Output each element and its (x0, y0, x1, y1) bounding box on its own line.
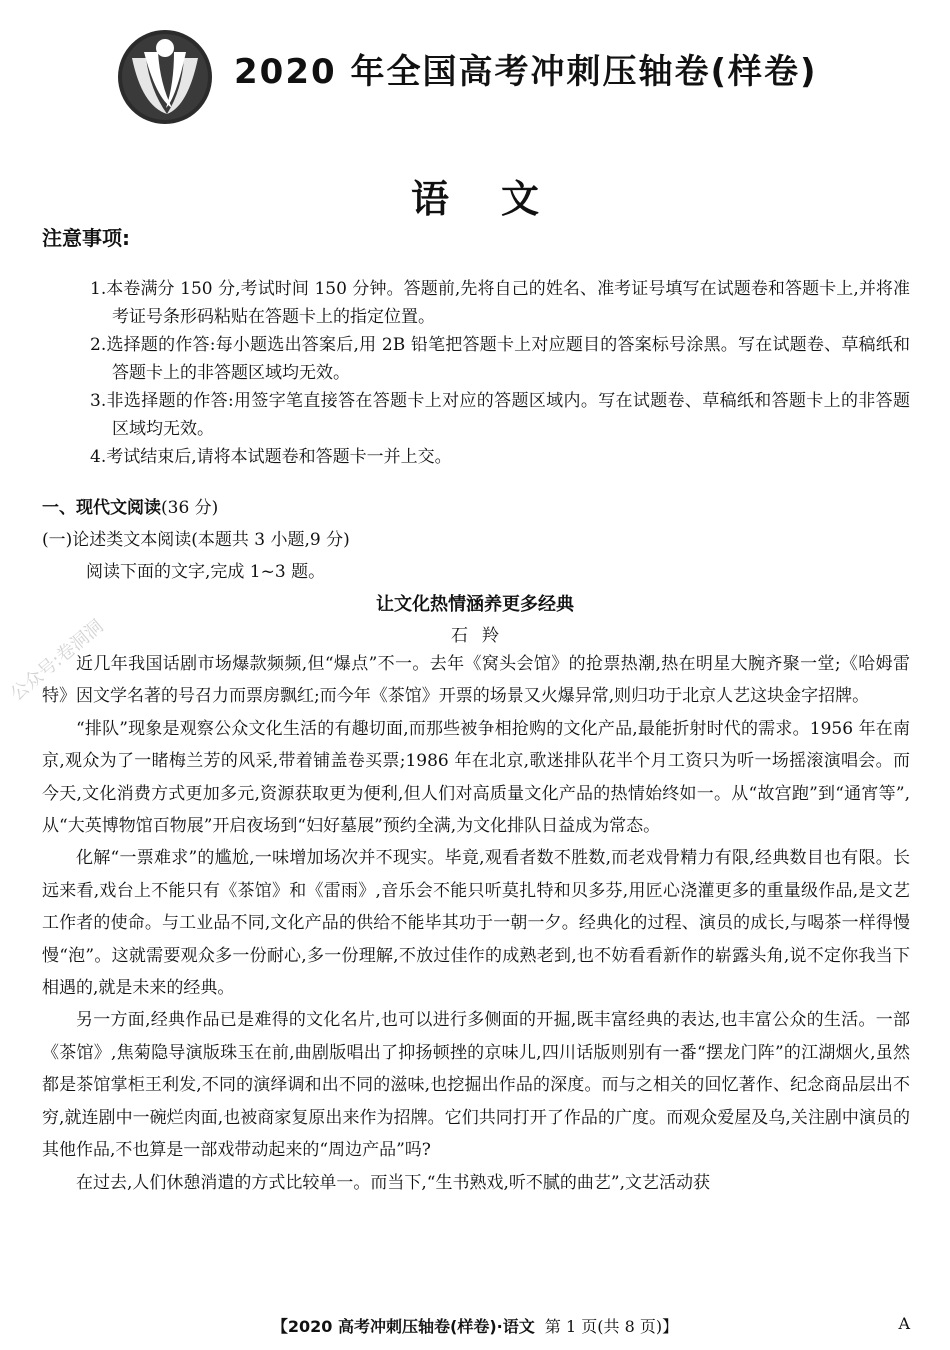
article-body (42, 648, 910, 1199)
notice-item: 4.考试结束后,请将本试题卷和答题卡一并上交。 (90, 447, 452, 467)
exam-title: 2020 年全国高考冲刺压轴卷(样卷) (234, 52, 818, 92)
paper-version: A (898, 1314, 910, 1333)
footer-page: 第 1 页(共 8 页)】 (544, 1317, 679, 1336)
notice-item: 2.选择题的作答:每小题选出答案后,用 2B 铅笔把答题卡上对应题目的答案标号涂黑。写在试题卷、草稿纸和答题卡上的非答题区域均无效。 (90, 335, 910, 383)
article-paragraph: 另一方面,经典作品已是难得的文化名片,也可以进行多侧面的开掘,既丰富经典的表达,也丰富公众的生活。一部《茶馆》,焦菊隐导演版珠玉在前,曲剧版唱出了抑扬顿挫的京味儿,四川话版则别有一番“摆龙门阵”的江湖烟火,虽然都是茶馆掌柜王利发,不同的演绎调和出不同的滋味,也挖掘出作品的深度。而与之相关的回忆著作、纪念商品层出不穷,就连剧中一碗烂肉面,也被商家复原出来作为招牌。它们共同打开了作品的广度。而观众爱屋及乌,关注剧中演员的其他作品,不也算是一部戏带动起来的“周边产品”吗? (42, 1010, 910, 1161)
article-paragraph: 近几年我国话剧市场爆款频频,但“爆点”不一。去年《窝头会馆》的抢票热潮,热在明星大腕齐聚一堂;《哈姆雷特》因文学名著的号召力而票房飘红;而今年《茶馆》开票的场景又火爆异常,则归功于北京人艺这块金字招牌。 (42, 654, 910, 707)
section-heading-score: (36 分) (161, 498, 219, 518)
subject-title: 语文 (410, 176, 591, 221)
page-footer (0, 1314, 950, 1337)
section-heading (42, 494, 218, 522)
footer-label: 【2020 高考冲刺压轴卷(样卷)·语文 (271, 1317, 535, 1336)
article-author: 石羚 (451, 626, 513, 646)
article-paragraph: 在过去,人们休憩消遣的方式比较单一。而当下,“生书熟戏,听不腻的曲艺”,文艺活动获 (76, 1172, 710, 1193)
section-heading-text: 一、现代文阅读 (42, 498, 161, 518)
subsection-heading: (一)论述类文本阅读(本题共 3 小题,9 分) (42, 530, 350, 550)
notice-item: 3.非选择题的作答:用签字笔直接答在答题卡上对应的答题区域内。写在试题卷、草稿纸和答题卡上的非答题区域均无效。 (90, 391, 910, 439)
notice-heading: 注意事项: (42, 226, 130, 250)
watermark: 公众号:卷洞洞 (6, 615, 108, 706)
article-paragraph: “排队”现象是观察公众文化生活的有趣切面,而那些被争相抢购的文化产品,最能折射时代的需求。1956 年在南京,观众为了一睹梅兰芳的风采,带着铺盖卷买票;1986 年在北京,歌迷排队花半个月工资只为听一场摇滚演唱会。而今天,文化消费方式更加多元,资源获取更为便利,但人们对高质量文化产品的热情始终如一。从“故宫跑”到“通宵等”,从“大英博物馆百物展”开启夜场到“妇好墓展”预约全满,为文化排队日益成为常态。 (42, 718, 910, 837)
article-title: 让文化热情涵养更多经典 (376, 594, 574, 615)
notice-item: 1.本卷满分 150 分,考试时间 150 分钟。答题前,先将自己的姓名、准考证号填写在试题卷和答题卡上,并将准考证号条形码粘贴在答题卡上的指定位置。 (90, 279, 910, 327)
article-paragraph: 化解“一票难求”的尴尬,一味增加场次并不现实。毕竟,观看者数不胜数,而老戏骨精力有限,经典数目也有限。长远来看,戏台上不能只有《茶馆》和《雷雨》,音乐会不能只听莫扎特和贝多芬,用匠心浇灌更多的重量级作品,是文艺工作者的使命。与工业品不同,文化产品的供给不能毕其功于一朝一夕。经典化的过程、演员的成长,与喝茶一样得慢慢“泡”。这就需要观众多一份耐心,多一份理解,不放过佳作的成熟老到,也不妨看看新作的崭露头角,说不定你我当下相遇的,就是未来的经典。 (42, 848, 910, 999)
publisher-logo (112, 28, 218, 126)
notice-list (90, 275, 910, 471)
reading-instruction: 阅读下面的文字,完成 1~3 题。 (86, 562, 326, 582)
